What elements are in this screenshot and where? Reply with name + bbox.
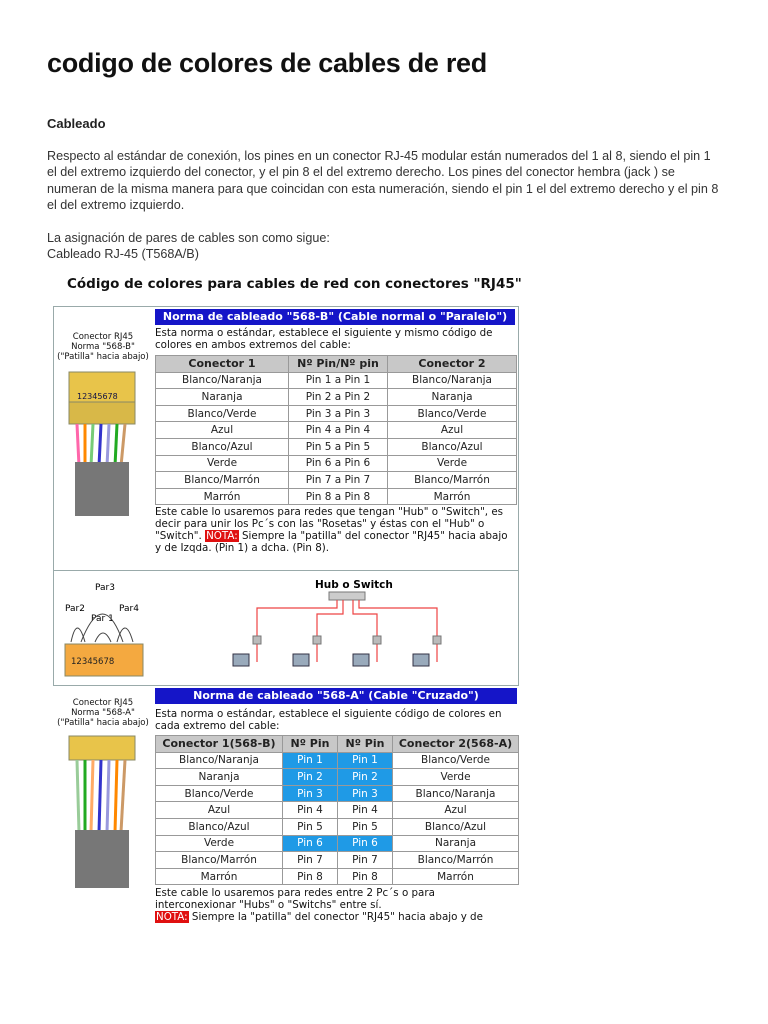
table-568b <box>155 355 517 505</box>
table-cell: Blanco/Naranja <box>388 372 517 389</box>
table-cell: Verde <box>393 769 519 786</box>
table-row <box>156 488 517 505</box>
pin-numbers: 12345678 <box>71 657 115 667</box>
table-row <box>156 868 519 885</box>
note-568b <box>155 506 515 554</box>
nota-text: Siempre la "patilla" del conector "RJ45" hacia abajo y de Izqda. (Pin 1) a dcha. (Pin 8). <box>155 530 508 554</box>
table-cell: Marrón <box>393 868 519 885</box>
computer-icon <box>293 654 309 666</box>
table-row <box>156 769 519 786</box>
table-row <box>156 752 519 769</box>
table-cell: Azul <box>388 422 517 439</box>
table-cell: Azul <box>156 802 283 819</box>
table-cell: Pin 2 <box>283 769 338 786</box>
section-heading: Cableado <box>47 116 106 131</box>
table-cell: Naranja <box>156 769 283 786</box>
label-line: Conector RJ45 <box>72 332 134 342</box>
table-cell: Verde <box>156 835 283 852</box>
hub-network-diagram <box>203 576 503 680</box>
paragraph <box>47 230 330 262</box>
column-header: Nº Pin <box>338 736 393 753</box>
table-cell: Blanco/Azul <box>156 438 289 455</box>
note-text: Este cable lo usaremos para redes que tengan "Hub" o "Switch", es decir para unir los Pc´s con las "Rosetas" y éstas con el "Hub" o "Switch". <box>155 506 504 542</box>
column-header: Conector 1(568-B) <box>156 736 283 753</box>
label-line: ("Patilla" hacia abajo) <box>57 718 149 728</box>
table-cell: Pin 3 a Pin 3 <box>289 405 388 422</box>
table-cell: Pin 2 a Pin 2 <box>289 389 388 406</box>
note-text: Este cable lo usaremos para redes entre 2 Pc´s o para interconexionar "Hubs" o "Switchs" entre sí. <box>155 887 435 911</box>
banner-568a: Norma de cableado "568-A" (Cable "Cruzado") <box>155 688 517 704</box>
connector-label <box>57 332 149 362</box>
text-line: Cableado RJ-45 (T568A/B) <box>47 247 199 261</box>
table-cell: Pin 6 <box>283 835 338 852</box>
table-cell: Pin 5 <box>283 818 338 835</box>
table-cell: Pin 5 <box>338 818 393 835</box>
label-line: Norma "568-B" <box>71 342 135 352</box>
pin-numbers: 12345678 <box>77 392 118 401</box>
pair-label: Par 1 <box>91 614 114 624</box>
table-row <box>156 389 517 406</box>
column-header: Nº Pin <box>283 736 338 753</box>
table-cell: Pin 8 <box>338 868 393 885</box>
column-header: Conector 1 <box>156 356 289 373</box>
table-cell: Pin 6 <box>338 835 393 852</box>
table-row <box>156 372 517 389</box>
table-cell: Naranja <box>393 835 519 852</box>
table-cell: Pin 2 <box>338 769 393 786</box>
label-line: ("Patilla" hacia abajo) <box>57 352 149 362</box>
pair-label: Par4 <box>119 604 139 614</box>
table-row <box>156 422 517 439</box>
table-row <box>156 852 519 869</box>
table-cell: Blanco/Naranja <box>393 785 519 802</box>
pairs-diagram <box>59 576 149 680</box>
column-header: Conector 2(568-A) <box>393 736 519 753</box>
connector-label <box>57 698 149 728</box>
column-header: Nº Pin/Nº pin <box>289 356 388 373</box>
table-cell: Pin 8 a Pin 8 <box>289 488 388 505</box>
table-cell: Blanco/Marrón <box>388 472 517 489</box>
table-cell: Blanco/Verde <box>388 405 517 422</box>
table-cell: Blanco/Azul <box>388 438 517 455</box>
table-cell: Pin 4 <box>338 802 393 819</box>
note-568a <box>155 887 517 923</box>
intro-568b: Esta norma o estándar, establece el siguiente y mismo código de colores en ambos extremos del cable: <box>155 327 493 351</box>
table-cell: Azul <box>393 802 519 819</box>
wiring-figure <box>53 276 523 926</box>
pair-label: Par3 <box>95 583 115 593</box>
computer-icon <box>233 654 249 666</box>
table-cell: Blanco/Marrón <box>156 852 283 869</box>
nota-text: Siempre la "patilla" del conector "RJ45" hacia abajo y de <box>188 911 483 923</box>
table-cell: Pin 7 <box>338 852 393 869</box>
table-cell: Blanco/Marrón <box>156 472 289 489</box>
table-cell: Pin 7 a Pin 7 <box>289 472 388 489</box>
nota-label: NOTA: <box>156 911 188 923</box>
table-cell: Pin 7 <box>283 852 338 869</box>
table-cell: Verde <box>388 455 517 472</box>
table-cell: Naranja <box>388 389 517 406</box>
table-cell: Pin 4 <box>283 802 338 819</box>
nota-label: NOTA: <box>206 530 238 542</box>
computer-icon <box>353 654 369 666</box>
text-line: La asignación de pares de cables son como sigue: <box>47 231 330 245</box>
table-cell: Pin 3 <box>338 785 393 802</box>
table-row <box>156 472 517 489</box>
intro-568a: Esta norma o estándar, establece el siguiente código de colores en cada extremo del cable: <box>155 708 502 732</box>
rj45-connector-b-icon <box>63 366 145 516</box>
table-cell: Verde <box>156 455 289 472</box>
page-title: codigo de colores de cables de red <box>47 48 487 78</box>
paragraph: Respecto al estándar de conexión, los pines en un conector RJ-45 modular están numerados del 1 al 8, siendo el pin 1 el del extremo izquierdo del conector, y el pin 8 el del extremo derecho. Los pines del conector hembra (jack ) se numeran de la misma manera para que coincidan con esta numeración, siendo el pin 1 el del extremo derecho y el pin 8 el del extremo izquierdo. <box>47 149 719 212</box>
banner-568b: Norma de cableado "568-B" (Cable normal o "Paralelo") <box>155 309 515 325</box>
table-cell: Pin 1 <box>338 752 393 769</box>
table-cell: Pin 8 <box>283 868 338 885</box>
table-cell: Blanco/Verde <box>393 752 519 769</box>
table-row <box>156 818 519 835</box>
table-cell: Pin 4 a Pin 4 <box>289 422 388 439</box>
label-line: Norma "568-A" <box>71 708 135 718</box>
table-row <box>156 835 519 852</box>
table-cell: Blanco/Naranja <box>156 752 283 769</box>
table-row <box>156 785 519 802</box>
table-cell: Pin 1 a Pin 1 <box>289 372 388 389</box>
hub-label: Hub o Switch <box>315 579 393 591</box>
column-header: Conector 2 <box>388 356 517 373</box>
table-cell: Azul <box>156 422 289 439</box>
table-cell: Naranja <box>156 389 289 406</box>
table-cell: Blanco/Verde <box>156 785 283 802</box>
table-cell: Pin 1 <box>283 752 338 769</box>
table-cell: Marrón <box>156 488 289 505</box>
table-cell: Blanco/Naranja <box>156 372 289 389</box>
table-row <box>156 455 517 472</box>
table-cell: Blanco/Azul <box>393 818 519 835</box>
table-cell: Marrón <box>388 488 517 505</box>
table-cell: Marrón <box>156 868 283 885</box>
computer-icon <box>413 654 429 666</box>
table-cell: Pin 5 a Pin 5 <box>289 438 388 455</box>
table-row <box>156 438 517 455</box>
rj45-connector-a-icon <box>63 732 145 892</box>
pair-label: Par2 <box>65 604 85 614</box>
table-cell: Blanco/Marrón <box>393 852 519 869</box>
table-cell: Blanco/Azul <box>156 818 283 835</box>
table-cell: Pin 3 <box>283 785 338 802</box>
figure-title: Código de colores para cables de red con conectores "RJ45" <box>67 276 522 292</box>
table-cell: Pin 6 a Pin 6 <box>289 455 388 472</box>
switch-icon <box>329 592 365 600</box>
table-row <box>156 802 519 819</box>
table-row <box>156 405 517 422</box>
label-line: Conector RJ45 <box>72 698 134 708</box>
table-cell: Blanco/Verde <box>156 405 289 422</box>
table-568a <box>155 735 519 885</box>
